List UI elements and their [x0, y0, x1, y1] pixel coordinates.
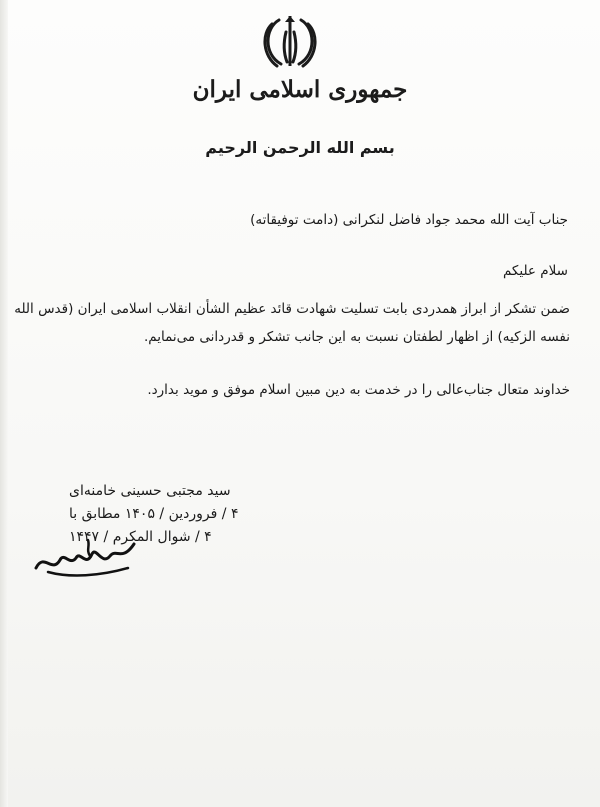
date-lunar: ۴ / شوال المکرم / ۱۴۴۷ — [69, 529, 212, 545]
greeting-line: سلام علیکم — [502, 263, 568, 279]
body-line-3: خداوند متعال جناب‌عالی را در خدمت به دین مبین اسلام موفق و موید بدارد. — [147, 382, 570, 398]
date-solar: ۴ / فروردین / ۱۴۰۵ مطابق با — [69, 506, 239, 522]
body-line-1: ضمن تشکر از ابراز همدردی بابت تسلیت شهادت قائد عظیم الشأن انقلاب اسلامی ایران (قدس الله — [14, 301, 570, 317]
iran-emblem-icon — [257, 14, 323, 68]
recipient-line: جناب آیت الله محمد جواد فاضل لنکرانی (دامت توفیقاته) — [250, 212, 568, 228]
paper-edge — [0, 0, 8, 807]
header-title: جمهوری اسلامی ایران — [192, 76, 408, 103]
handwritten-signature-icon — [30, 532, 140, 580]
basmala: بسم الله الرحمن الرحیم — [205, 138, 395, 157]
body-line-2: نفسه الزکیه) از اظهار لطفتان نسبت به این جانب تشکر و قدردانی می‌نمایم. — [143, 329, 570, 345]
signer-name: سید مجتبی حسینی خامنه‌ای — [69, 483, 231, 499]
